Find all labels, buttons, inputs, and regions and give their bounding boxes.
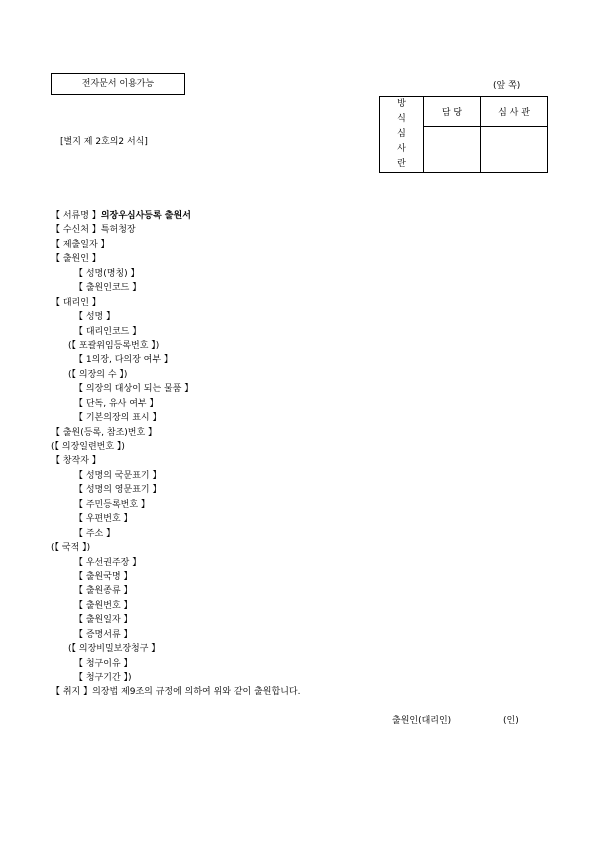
review-table xyxy=(379,96,548,173)
form-line-text: (【 의장의 수 】) xyxy=(68,369,128,380)
form-line-text: 【 1의장, 다의장 여부 】 xyxy=(74,355,173,366)
form-line-text: 【 청구기간 】) xyxy=(74,673,132,683)
form-line-text: 【 출원(등록, 참조)번호 】 xyxy=(51,427,158,438)
form-line-text: 【 주민등록번호 】 xyxy=(74,499,150,510)
form-line xyxy=(51,512,300,526)
form-line xyxy=(51,325,300,339)
form-line xyxy=(51,556,300,570)
form-line xyxy=(51,310,300,324)
form-line xyxy=(51,685,300,699)
electronic-document-label: 전자문서 이용가능 xyxy=(51,73,185,95)
form-line-text: 【 출원일자 】 xyxy=(74,615,133,626)
form-line xyxy=(51,657,300,671)
form-line xyxy=(51,353,300,367)
form-line-text: 【 수신처 】특허청장 xyxy=(51,225,136,236)
form-line-text: 【 제출일자 】 xyxy=(51,239,110,250)
form-line-text: 【 출원국명 】 xyxy=(74,571,133,582)
form-line-text: 【 우선권주장 】 xyxy=(74,557,142,568)
form-line-text: 【 성명의 국문표기 】 xyxy=(74,470,162,481)
form-line-text: 【 성명의 영문표기 】 xyxy=(74,485,162,496)
form-line-text: 【 서류명 】 xyxy=(51,211,101,221)
form-line xyxy=(51,498,300,512)
document-title: 의장우심사등록 출원서 xyxy=(100,211,191,221)
form-line xyxy=(51,469,300,483)
form-line-text: 【 청구이유 】 xyxy=(74,658,133,669)
form-line xyxy=(51,238,300,252)
form-line xyxy=(51,584,300,598)
applicant-signature-label: 출원인(대리인) xyxy=(392,716,452,726)
form-line xyxy=(51,426,300,440)
review-cell-examiner xyxy=(481,126,548,172)
form-line-text: 【 증명서류 】 xyxy=(74,629,133,640)
form-line xyxy=(51,599,300,613)
form-line-text: 【 우편번호 】 xyxy=(74,514,133,525)
form-line xyxy=(51,397,300,411)
form-line-text: (【 포괄위임등록번호 】) xyxy=(68,340,160,351)
review-method-label: 방 식 심 사 란 xyxy=(380,97,424,173)
form-line-text: (【 의장비밀보장청구 】 xyxy=(68,644,161,655)
page-side-note: (앞 쪽) xyxy=(493,81,521,91)
form-line xyxy=(51,296,300,310)
form-line-text: 【 대리인코드 】 xyxy=(74,326,142,337)
form-number: [별지 제 2호의2 서식] xyxy=(60,137,148,147)
form-line xyxy=(51,223,300,237)
form-line-text: 【 기본의장의 표시 】 xyxy=(74,413,162,424)
form-line xyxy=(51,440,300,454)
form-line-text: 【 출원인코드 】 xyxy=(74,283,142,294)
form-line-text: 【 주소 】 xyxy=(74,528,116,539)
review-col-examiner: 심 사 관 xyxy=(481,97,548,127)
form-line xyxy=(51,628,300,642)
form-line-text: (【 국적 】) xyxy=(51,543,91,554)
form-line-text: 【 단독, 유사 여부 】 xyxy=(74,398,159,409)
form-line xyxy=(51,570,300,584)
form-line xyxy=(51,209,300,223)
form-line xyxy=(51,267,300,281)
form-line xyxy=(51,527,300,541)
form-line xyxy=(51,454,300,468)
form-line-text: 【 취지 】의장법 제9조의 규정에 의하여 위와 같이 출원합니다. xyxy=(51,687,301,698)
form-body xyxy=(51,209,300,700)
form-line xyxy=(51,483,300,497)
form-line xyxy=(51,382,300,396)
review-col-charge: 담 당 xyxy=(424,97,481,127)
form-line-text: 【 출원번호 】 xyxy=(74,600,133,611)
form-line-text: (【 의장일련번호 】) xyxy=(51,442,125,452)
form-line-text: 【 대리인 】 xyxy=(51,297,101,308)
form-line xyxy=(51,613,300,627)
form-line xyxy=(51,252,300,266)
form-line-text: 【 성명 】 xyxy=(74,312,116,323)
form-line xyxy=(51,368,300,382)
form-line xyxy=(51,642,300,656)
form-line-text: 【 의장의 대상이 되는 물품 】 xyxy=(74,384,194,395)
form-line xyxy=(51,281,300,295)
form-line xyxy=(51,411,300,425)
form-line-text: 【 출원종류 】 xyxy=(74,586,133,597)
seal-label: (인) xyxy=(503,716,519,726)
form-line xyxy=(51,339,300,353)
form-line-text: 【 성명(명칭) 】 xyxy=(74,268,140,279)
form-line-text: 【 창작자 】 xyxy=(51,456,101,467)
form-line xyxy=(51,541,300,555)
form-line xyxy=(51,671,300,685)
form-line-text: 【 출원인 】 xyxy=(51,254,101,265)
review-cell-charge xyxy=(424,126,481,172)
